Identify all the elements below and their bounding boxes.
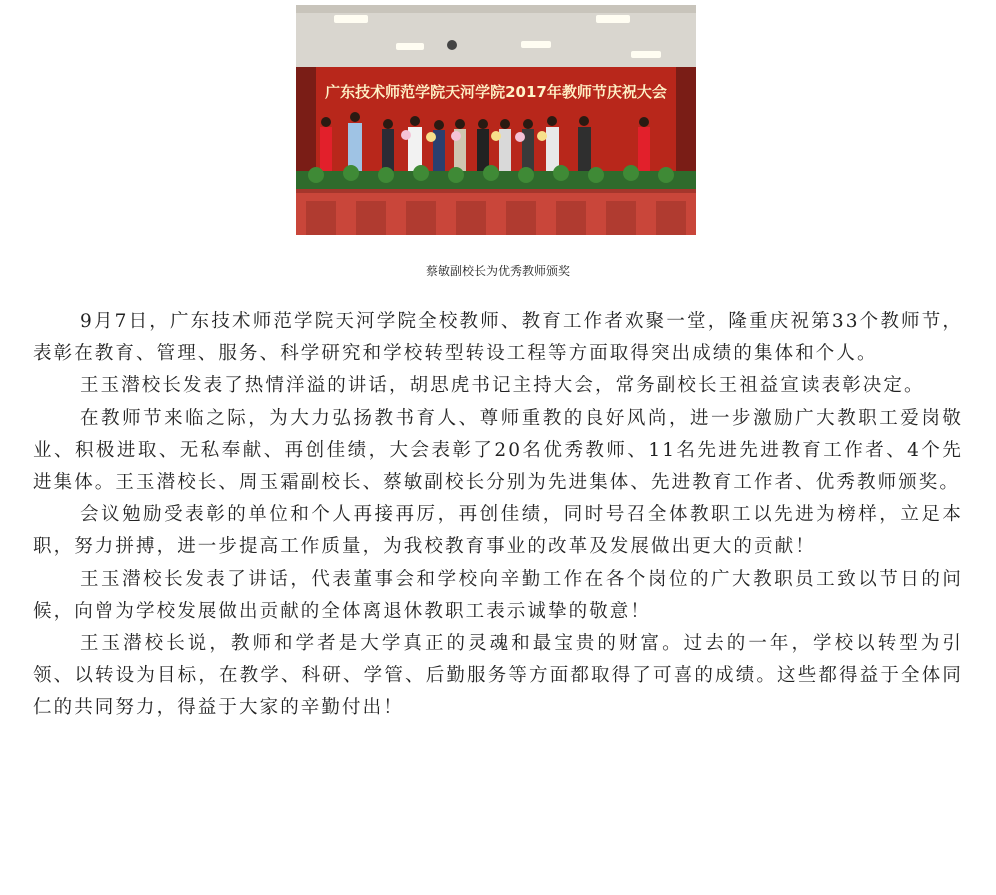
article-body: [33, 306, 963, 725]
ceremony-photo: [296, 5, 696, 235]
paragraph: 9月7日，广东技术师范学院天河学院全校教师、教育工作者欢聚一堂，隆重庆祝第33个教师节，表彰在教育、管理、服务、科学研究和学校转型转设工程等方面取得突出成绩的集体和个人。: [33, 311, 963, 365]
paragraph: 王玉潜校长发表了讲话，代表董事会和学校向辛勤工作在各个岗位的广大教职员工致以节日的问候，向曾为学校发展做出贡献的全体离退休教职工表示诚挚的敬意！: [33, 568, 963, 622]
paragraph: 王玉潜校长发表了热情洋溢的讲话，胡思虎书记主持大会，常务副校长王祖益宣读表彰决定。: [80, 375, 925, 397]
paragraph: 在教师节来临之际，为大力弘扬教书育人、尊师重教的良好风尚，进一步激励广大教职工爱岗敬业、积极进取、无私奉献、再创佳绩，大会表彰了20名优秀教师、11名先进先进教育工作者、4个先进集体。王玉潜校长、周玉霜副校长、蔡敏副校长分别为先进集体、先进教育工作者、优秀教师颁奖。: [33, 407, 963, 494]
photo-caption: 蔡敏副校长为优秀教师颁奖: [425, 264, 570, 278]
banner-text: 广东技术师范学院天河学院2017年教师节庆祝大会: [325, 83, 667, 101]
paragraph: 会议勉励受表彰的单位和个人再接再厉，再创佳绩，同时号召全体教职工以先进为榜样，立足本职，努力拼搏，进一步提高工作质量，为我校教育事业的改革及发展做出更大的贡献！: [33, 504, 963, 558]
paragraph: 王玉潜校长说，教师和学者是大学真正的灵魂和最宝贵的财富。过去的一年，学校以转型为引领、以转设为目标，在教学、科研、学管、后勤服务等方面都取得了可喜的成绩。这些都得益于全体同仁的共同努力，得益于大家的辛勤付出！: [33, 633, 963, 719]
